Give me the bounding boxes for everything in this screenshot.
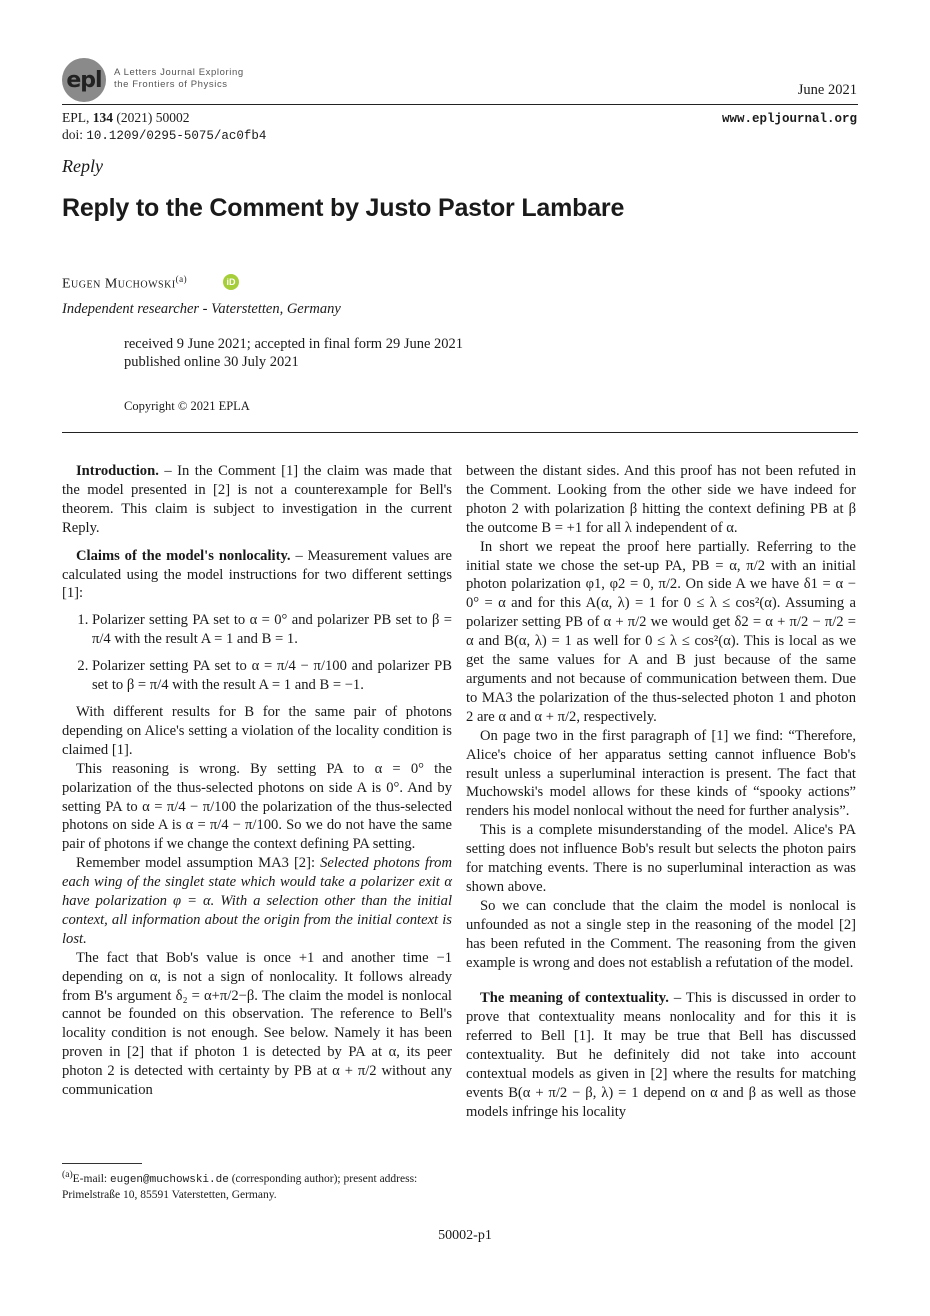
footnote-address: (corresponding author); present address: Primelstraße 10, 85591 Vaterstetten, Germany. [62, 1172, 418, 1201]
list-item: 1. Polarizer setting PA set to α = 0° and polarizer PB set to β = π/4 with the result A = 1 and B = 1. [92, 611, 452, 649]
doi-link[interactable]: 10.1209/0295-5075/ac0fb4 [86, 129, 267, 143]
volume: 134 [92, 110, 114, 125]
author-name-text: Eugen Muchowski [62, 276, 176, 292]
journal-tagline [114, 67, 244, 91]
orcid-icon[interactable]: iD [223, 274, 239, 290]
paragraph: between the distant sides. And this proof has not been refuted in the Comment. Looking from the other side we have indeed for photon 2 with polarization β hitting the context defining PB at β the outcome B = +1 for all λ independent of α. [466, 463, 856, 536]
footnote-rule [62, 1163, 142, 1164]
left-column [62, 462, 452, 1100]
contextuality-paragraph [466, 989, 856, 1121]
copyright: Copyright © 2021 EPLA [124, 399, 250, 413]
claims-heading: Claims of the model's nonlocality. [76, 547, 291, 564]
author-name [62, 274, 187, 293]
paragraph: So we can conclude that the claim the model is nonlocal is unfounded as not a single step in the reasoning of the model [2] has been refuted in the Comment. The reasoning from the given example is wrong and does not establish a refutation of the model. [466, 897, 856, 971]
journal-logo: epl [62, 58, 106, 102]
claims-text: – Measurement values are calculated using the model instructions for two different settings [1]: [62, 547, 452, 602]
paragraph: On page two in the first paragraph of [1] we find: “Therefore, Alice's choice of her apparatus setting cannot influence Bob's result unless a superluminal interaction is present. The fact that Muchowski's model allows for these kinds of “spooky actions” renders his model nonlocal without the need for further analysis”. [466, 727, 856, 820]
paragraph: With different results for B for the same pair of photons depending on Alice's setting a violation of the locality condition is claimed [1]. [62, 703, 452, 758]
paragraph: In short we repeat the proof here partially. Referring to the initial state we chose the set-up PA, PB = α, π/2 with an initial photon polarization φ1, φ2 = 0, π/2. On side A we have δ1 = α − 0° = α and for this A(α, λ) = 1 for 0 ≤ λ ≤ cos²(α). Assuming a polarizer setting PB of α + π/2 we would get δ2 = α + π/2 − π/2 = α and B(α, λ) = 1 as well for 0 ≤ λ ≤ cos²(α). This is local as we get the same values for A and B just because of the same arguments and not because of communication between them. Due to MA3 the polarization of the thus-selected photon 1 and photon 2 are α and α + π/2, respectively. [466, 538, 856, 725]
citation [62, 110, 190, 126]
contextuality-heading: The meaning of contextuality. [480, 990, 669, 1007]
issue-date: June 2021 [797, 82, 857, 98]
paragraph [62, 854, 452, 949]
affiliation: Independent researcher - Vaterstetten, Germany [62, 301, 341, 317]
published-line: published online 30 July 2021 [124, 354, 299, 370]
paragraph: This is a complete misunderstanding of the model. Alice's PA setting does not influence Bob's result but selects the photon pairs for matching events. There is no superluminal interaction as was shown above. [466, 822, 856, 895]
footnote-email-label: E-mail: [72, 1172, 111, 1185]
article-title: Reply to the Comment by Justo Pastor Lambare [62, 194, 625, 222]
right-column [466, 462, 856, 1122]
ma3-intro: Remember model assumption MA3 [2]: [76, 855, 321, 872]
tagline-line1: A Letters Journal Exploring [114, 67, 244, 78]
paragraph: This reasoning is wrong. By setting PA to α = 0° the polarization of the thus-selected photons on side A is 0°. And by setting PA to α = π/4 − π/100 the polarization of the thus-selected photons on side A is α = π/4 − π/100. So we do not have the same pair of photons if we change the context defining PA setting. [62, 760, 452, 853]
page-number: 50002-p1 [438, 1228, 492, 1243]
intro-text: – In the Comment [1] the claim was made that the model presented in [2] is not a counterexample for Bell's theorem. This claim is subject to investigation in the current Reply. [62, 463, 452, 536]
ma3-quote: Selected photons from each wing of the singlet state which would take a polarizer exit α have polarization φ = α. With a selection other than the initial context, all information about the origin from the initial context is lost. [62, 855, 452, 947]
contextuality-text: – This is discussed in order to prove that contextuality means nonlocality and for this it is referred to Bell [1]. It may be true that Bell has discussed contextuality. But he definitely did not take into account contextual models as given in [2] where the results for matching events B(α + π/2 − β, λ) = 1 depend on α and β as well as those models infringe his locality [466, 990, 856, 1120]
received-line: received 9 June 2021; accepted in final form 29 June 2021 [124, 336, 464, 352]
tagline-line2: the Frontiers of Physics [114, 79, 228, 90]
footnote [62, 1167, 452, 1203]
intro-heading: Introduction. [76, 463, 159, 479]
claims-paragraph [62, 547, 452, 604]
website-link[interactable]: www.epljournal.org [721, 112, 857, 126]
email-link[interactable]: eugen@muchowski.de [110, 1173, 229, 1186]
article-type: Reply [62, 156, 103, 176]
year-article: (2021) 50002 [116, 110, 190, 125]
dates-block [124, 335, 463, 371]
footnote-mark: (a) [62, 1169, 73, 1180]
abstract-rule [62, 432, 858, 433]
intro-paragraph [62, 462, 452, 538]
doi-label: doi: [62, 127, 84, 142]
paragraph: The fact that Bob's value is once +1 and another time −1 depending on α, is not a sign of nonlocality. It follows already from B's argument δ₂ = α+π/2−β. The claim the model is nonlocal cannot be founded on this observation. The reference to Bell's locality condition is not enough. See below. Namely it has been proven in [2] that if photon 1 is detected by PA at α, its peer photon 2 is detected with certainty by PB at α + π/2 without any communication [62, 949, 452, 1099]
settings-list [62, 611, 452, 695]
header-rule [62, 104, 858, 105]
author-footnote-mark: (a) [175, 274, 188, 284]
journal-name: EPL, [62, 110, 90, 125]
list-item: 2. Polarizer setting PA set to α = π/4 − π/100 and polarizer PB set to β = π/4 with the result A = 1 and B = −1. [92, 657, 452, 695]
doi-line [62, 127, 266, 143]
